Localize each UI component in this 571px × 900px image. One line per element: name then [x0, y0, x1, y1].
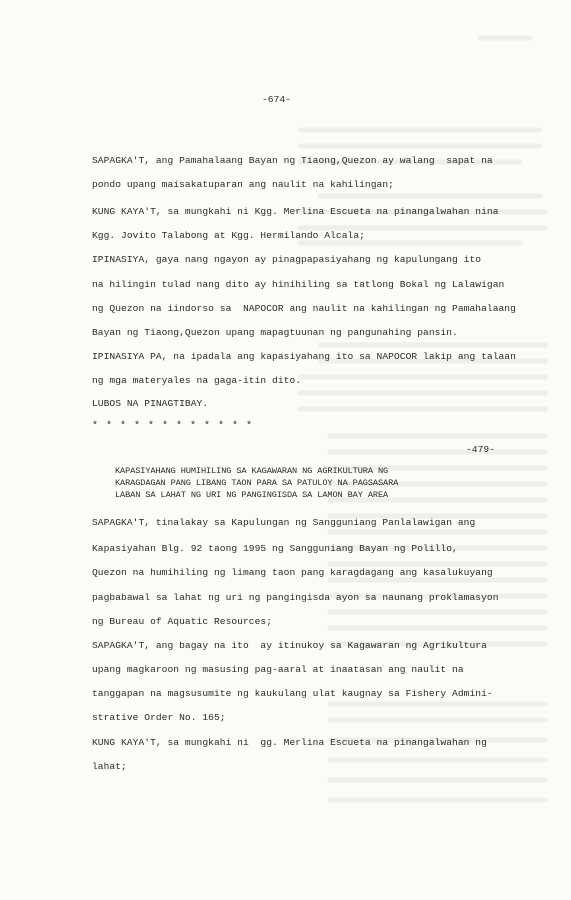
paragraph-line: Kapasiyahan Blg. 92 taong 1995 ng Sangguniang Bayan ng Polillo, [92, 543, 458, 554]
paragraph-line: na hilingin tulad nang dito ay hinihiling sa tatlong Bokal ng Lalawigan [92, 279, 505, 290]
resolution-number: -479- [466, 444, 496, 455]
paragraph-line: Kgg. Jovito Talabong at Kgg. Hermilando Alcala; [92, 230, 365, 241]
separator-stars: * * * * * * * * * * * * [92, 421, 254, 432]
resolution-heading: LABAN SA LAHAT NG URI NG PANGINGISDA SA LAMON BAY AREA [115, 490, 389, 500]
closing-line: LUBOS NA PINAGTIBAY. [92, 398, 209, 409]
paragraph-line: Bayan ng Tiaong,Quezon upang mapagtuunan ng pangunahing pansin. [92, 327, 458, 338]
paragraph-line: Quezon na humihiling ng limang taon pang karagdagang ang kasalukuyang [92, 567, 493, 578]
paragraph-line: IPINASIYA PA, na ipadala ang kapasiyahang ito sa NAPOCOR lakip ang talaan [92, 351, 516, 362]
paragraph-line: pagbabawal sa lahat ng uri ng pangingisda ayon sa naunang proklamasyon [92, 592, 499, 603]
page-number: -674- [262, 94, 292, 105]
paragraph-line: KUNG KAYA'T, sa mungkahi ni Kgg. Merlina Escueta na pinangalwahan nina [92, 206, 499, 217]
paragraph-line: pondo upang maisakatuparan ang naulit na kahilingan; [92, 179, 394, 190]
paragraph-line: ng mga materyales na gaga-itin dito. [92, 375, 302, 386]
paragraph-line: lahat; [92, 761, 127, 772]
resolution-heading: KAPASIYAHANG HUMIHILING SA KAGAWARAN NG AGRIKULTURA NG [115, 466, 389, 476]
paragraph-line: SAPAGKA'T, ang bagay na ito ay itinukoy sa Kagawaran ng Agrikultura [92, 640, 487, 651]
resolution-heading: KARAGDAGAN PANG LIBANG TAON PARA SA PATULOY NA PAGSASARA [115, 478, 399, 488]
paragraph-line: IPINASIYA, gaya nang ngayon ay pinagpapasiyahang ng kapulungang ito [92, 254, 482, 265]
paragraph-line: SAPAGKA'T, ang Pamahalaang Bayan ng Tiaong,Quezon ay walang sapat na [92, 155, 493, 166]
paragraph-line: upang magkaroon ng masusing pag-aaral at inaatasan ang naulit na [92, 664, 464, 675]
paragraph-line: strative Order No. 165; [92, 712, 226, 723]
paragraph-line: KUNG KAYA'T, sa mungkahi ni gg. Merlina Escueta na pinangalwahan ng [92, 737, 487, 748]
paragraph-line: ng Quezon na iindorso sa NAPOCOR ang naulit na kahilingan ng Pamahalaang [92, 303, 516, 314]
paragraph-line: SAPAGKA'T, tinalakay sa Kapulungan ng Sangguniang Panlalawigan ang [92, 517, 476, 528]
paragraph-line: tanggapan na magsusumite ng kaukulang ulat kaugnay sa Fishery Admini- [92, 688, 493, 699]
paragraph-line: ng Bureau of Aquatic Resources; [92, 616, 273, 627]
